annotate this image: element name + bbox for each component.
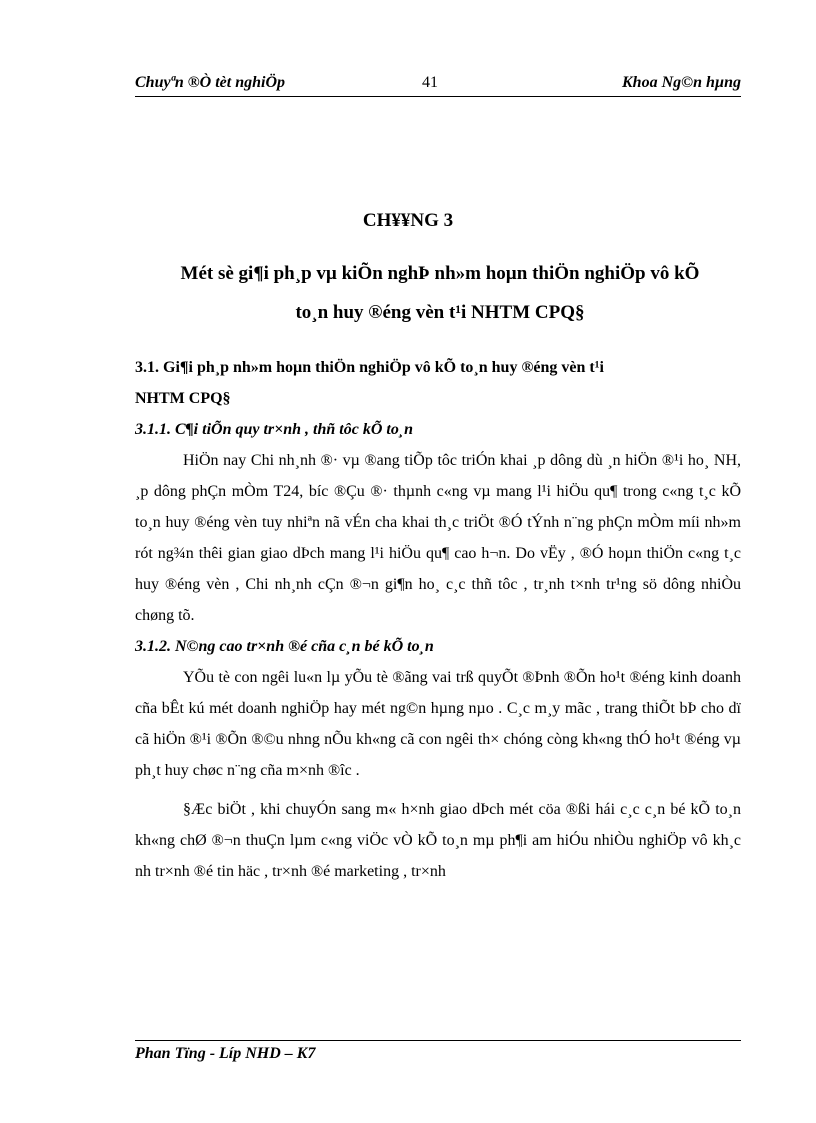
chapter-title-line-2: to¸n huy ®éng vèn t¹i NHTM CPQ§ <box>295 302 585 323</box>
header-department: Khoa Ng©n hµng <box>622 74 741 91</box>
paragraph-2: YÕu tè con ngêi lu«n lµ yÕu tè ®ãng vai trß quyÕt ®Þnh ®Õn ho¹t ®éng kinh doanh cña bÊt kú mét doanh nghiÖp hay mét ng©n hµng nµo . C¸c m¸y mãc , trang thiÕt bÞ cho dï cã hiÖn ®¹i ®Õn ®©u nhng nÕu kh«ng cã con ngêi th× chóng còng kh«ng thÓ ho¹t ®éng vµ ph¸t huy chøc n¨ng cña m×nh ®îc . <box>135 669 741 779</box>
chapter-title-line-1: Mét sè gi¶i ph¸p vµ kiÕn nghÞ nh»m hoµn thiÖn nghiÖp vô kÕ <box>180 263 700 284</box>
body-text <box>135 352 741 887</box>
chapter-label: CH¥¥NG 3 <box>362 210 454 231</box>
header-thesis-title: Chuyªn ®Ò tèt nghiÖp <box>135 74 286 91</box>
section-heading-line-2: NHTM CPQ§ <box>135 390 231 407</box>
page-footer: Phan Tïng - Líp NHD – K7 <box>135 1040 741 1063</box>
header-page-number: 41 <box>422 74 438 91</box>
subsection-heading-1: 3.1.1. C¶i tiÕn quy tr×nh , thñ tôc kÕ to¸n <box>135 421 414 438</box>
paragraph-3: §Æc biÖt , khi chuyÓn sang m« h×nh giao dÞch mét cöa ®ßi hái c¸c c¸n bé kÕ to¸n kh«ng chØ ®¬n thuÇn lµm c«ng viÖc vÒ kÕ to¸n mµ ph¶i am hiÓu nhiÒu nghiÖp vô kh¸c nh tr×nh ®é tin häc , tr×nh ®é marketing , tr×nh <box>135 801 741 880</box>
page-header <box>135 72 741 97</box>
paragraph-1: HiÖn nay Chi nh¸nh ®· vµ ®ang tiÕp tôc triÓn khai ¸p dông dù ¸n hiÖn ®¹i ho¸ NH, ¸p dông phÇn mÒm T24, bíc ®Çu ®· thµnh c«ng vµ mang l¹i hiÖu qu¶ trong c«ng t¸c kÕ to¸n huy ®éng vèn tuy nhiªn nã vÉn cha khai th¸c triÖt ®Ó tÝnh n¨ng phÇn mÒm míi nh»m rót ng¾n thêi gian giao dÞch mang l¹i hiÖu qu¶ cao h¬n. Do vËy , ®Ó hoµn thiÖn c«ng t¸c huy ®éng vèn , Chi nh¸nh cÇn ®¬n gi¶n ho¸ c¸c thñ tôc , tr¸nh t×nh tr¹ng sö dông nhiÒu chøng tõ. <box>135 452 741 624</box>
subsection-heading-2: 3.1.2. N©ng cao tr×nh ®é cña c¸n bé kÕ to¸n <box>135 638 434 655</box>
section-heading-line-1: 3.1. Gi¶i ph¸p nh»m hoµn thiÖn nghiÖp vô kÕ to¸n huy ®éng vèn t¹i <box>135 359 604 376</box>
